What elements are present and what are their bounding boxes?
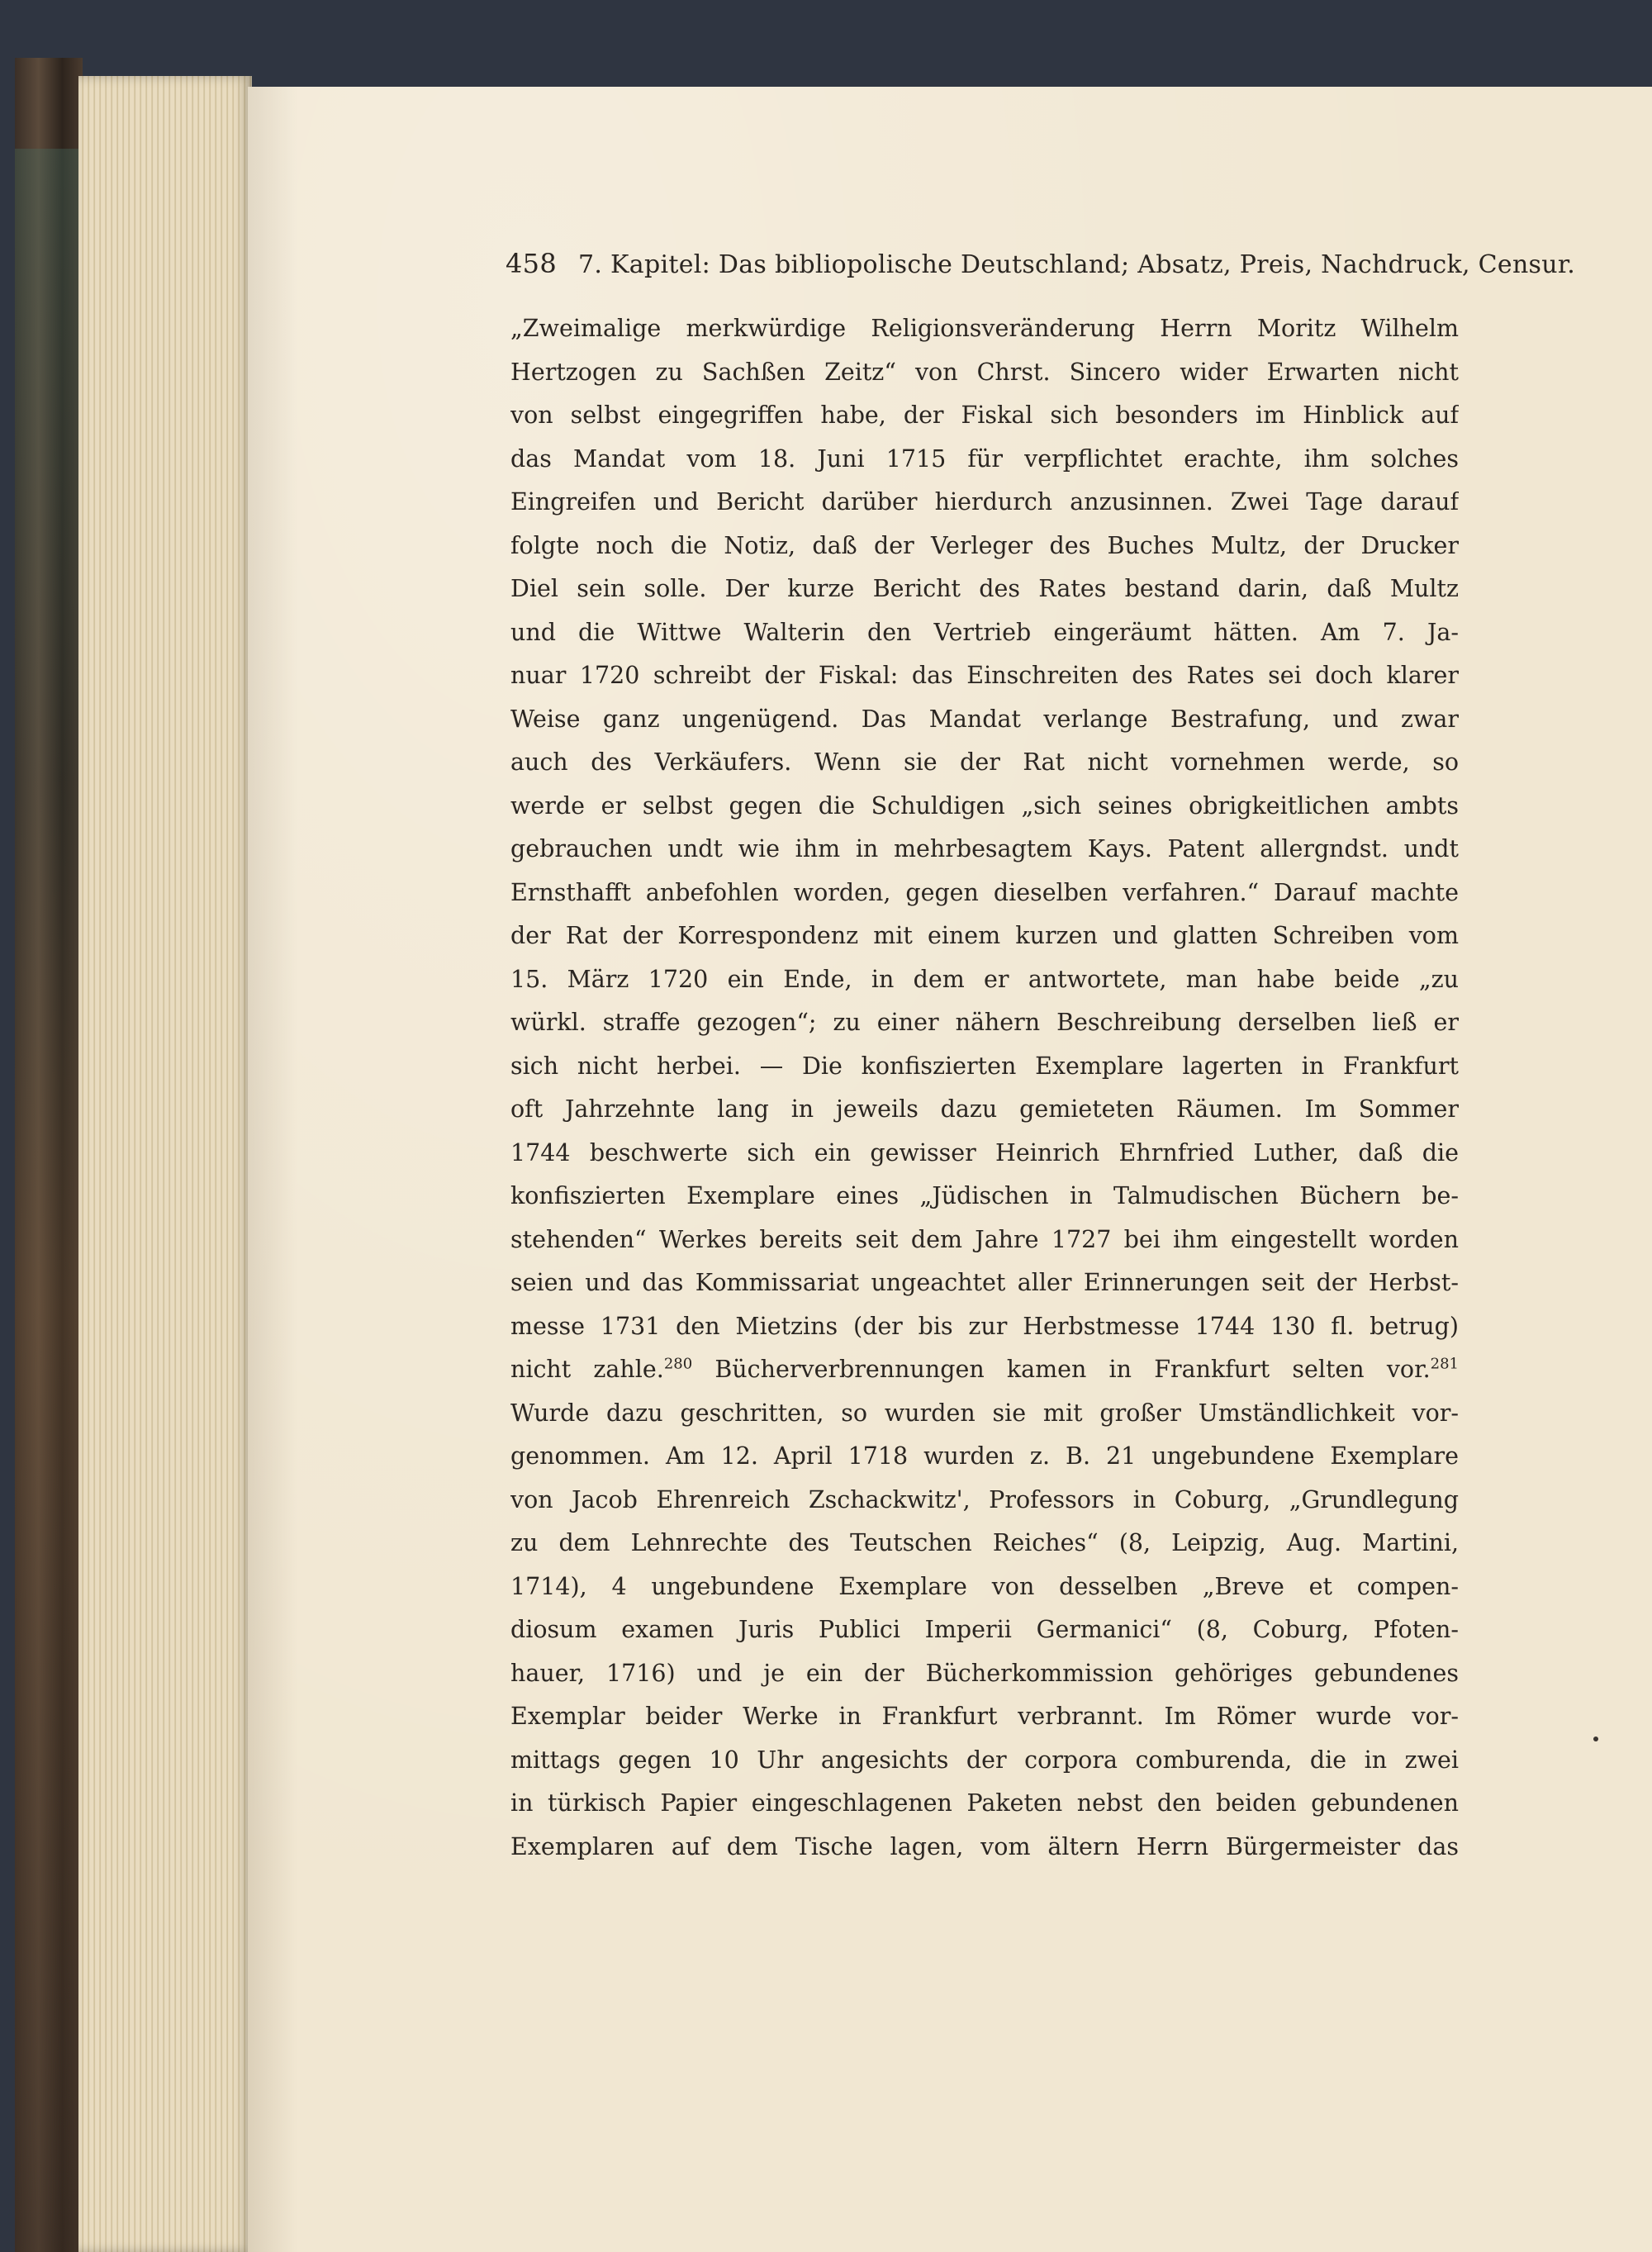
- running-title: 7. Kapitel: Das bibliopolische Deutschland; Absatz, Preis, Nachdruck, Censur.: [577, 250, 1576, 279]
- text-fragment: Bücherverbrennungen kamen in Frankfurt selten vor.: [692, 1356, 1431, 1383]
- text-line: konfiszierten Exemplare eines „Jüdischen in Talmudischen Büchern be-: [510, 1182, 1459, 1209]
- text-line: Exemplaren auf dem Tische lagen, vom ältern Herrn Bürgermeister das: [510, 1832, 1459, 1860]
- ink-speck: [1593, 1737, 1598, 1741]
- text-line: zu dem Lehnrechte des Teutschen Reiches“ (8, Leipzig, Aug. Martini,: [510, 1529, 1459, 1556]
- text-line: von Jacob Ehrenreich Zschackwitz', Professors in Coburg, „Grundlegung: [510, 1485, 1459, 1513]
- binding-edge: [15, 149, 83, 2252]
- footnote-ref[interactable]: 280: [663, 1355, 693, 1373]
- text-line: Weise ganz ungenügend. Das Mandat verlange Bestrafung, und zwar: [510, 705, 1459, 733]
- page-header: [506, 248, 1576, 281]
- text-line: das Mandat vom 18. Juni 1715 für verpflichtet erachte, ihm solches: [510, 444, 1459, 473]
- text-line: stehenden“ Werkes bereits seit dem Jahre 1727 bei ihm eingestellt worden: [510, 1225, 1459, 1253]
- text-line: genommen. Am 12. April 1718 wurden z. B. 21 ungebundene Exemplare: [510, 1442, 1459, 1470]
- text-line: in türkisch Papier eingeschlagenen Paketen nebst den beiden gebundenen: [510, 1789, 1459, 1817]
- text-line: gebrauchen undt wie ihm in mehrbesagtem Kays. Patent allergndst. undt: [510, 835, 1459, 862]
- text-line: würkl. straffe gezogen“; zu einer nähern Beschreibung derselben ließ er: [510, 1009, 1459, 1036]
- text-line: seien und das Kommissariat ungeachtet aller Erinnerungen seit der Herbst-: [510, 1269, 1459, 1296]
- page-edges: [78, 76, 252, 2252]
- text-line: Exemplar beider Werke in Frankfurt verbrannt. Im Römer wurde vor-: [510, 1703, 1459, 1730]
- text-line: 15. März 1720 ein Ende, in dem er antwortete, man habe beide „zu: [510, 965, 1459, 993]
- text-fragment: nicht zahle.: [510, 1356, 664, 1383]
- text-line: und die Wittwe Walterin den Vertrieb eingeräumt hätten. Am 7. Ja-: [510, 618, 1459, 646]
- footnote-ref-line: [510, 1348, 1459, 1392]
- text-line: der Rat der Korrespondenz mit einem kurzen und glatten Schreiben vom: [510, 922, 1459, 949]
- text-line: 1714), 4 ungebundene Exemplare von desselben „Breve et compen-: [510, 1572, 1459, 1600]
- text-line: nuar 1720 schreibt der Fiskal: das Einschreiten des Rates sei doch klarer: [510, 662, 1459, 689]
- text-line: auch des Verkäufers. Wenn sie der Rat nicht vornehmen werde, so: [510, 748, 1459, 776]
- text-line: mittags gegen 10 Uhr angesichts der corpora comburenda, die in zwei: [510, 1746, 1459, 1774]
- page-number: 458: [506, 248, 557, 279]
- text-line: Wurde dazu geschritten, so wurden sie mit großer Umständlichkeit vor-: [510, 1399, 1459, 1427]
- text-line: diosum examen Juris Publici Imperii Germanici“ (8, Coburg, Pfoten-: [510, 1616, 1459, 1643]
- text-line: „Zweimalige merkwürdige Religionsveränderung Herrn Moritz Wilhelm: [510, 315, 1459, 342]
- text-line: Diel sein solle. Der kurze Bericht des Rates bestand darin, daß Multz: [510, 575, 1459, 602]
- text-line: hauer, 1716) und je ein der Bücherkommission gehöriges gebundenes: [510, 1659, 1459, 1687]
- text-line: 1744 beschwerte sich ein gewisser Heinrich Ehrnfried Luther, daß die: [510, 1138, 1459, 1166]
- text-line: oft Jahrzehnte lang in jeweils dazu gemieteten Räumen. Im Sommer: [510, 1095, 1459, 1123]
- text-line: Eingreifen und Bericht darüber hierdurch anzusinnen. Zwei Tage darauf: [510, 488, 1459, 515]
- text-line: von selbst eingegriffen habe, der Fiskal sich besonders im Hinblick auf: [510, 401, 1459, 429]
- text-line: werde er selbst gegen die Schuldigen „sich seines obrigkeitlichen ambts: [510, 791, 1459, 820]
- text-line: folgte noch die Notiz, daß der Verleger des Buches Multz, der Drucker: [510, 531, 1459, 559]
- book-binding: [15, 58, 83, 2252]
- text-line: Ernsthafft anbefohlen worden, gegen dieselben verfahren.“ Darauf machte: [510, 878, 1459, 906]
- body-text: [510, 307, 1459, 1869]
- text-line: messe 1731 den Mietzins (der bis zur Herbstmesse 1744 130 fl. betrug): [510, 1312, 1459, 1340]
- text-line: sich nicht herbei. — Die konfiszierten Exemplare lagerten in Frankfurt: [510, 1052, 1459, 1080]
- text-line: Hertzogen zu Sachßen Zeitz“ von Chrst. Sincero wider Erwarten nicht: [510, 358, 1459, 386]
- footnote-ref[interactable]: 281: [1430, 1355, 1459, 1373]
